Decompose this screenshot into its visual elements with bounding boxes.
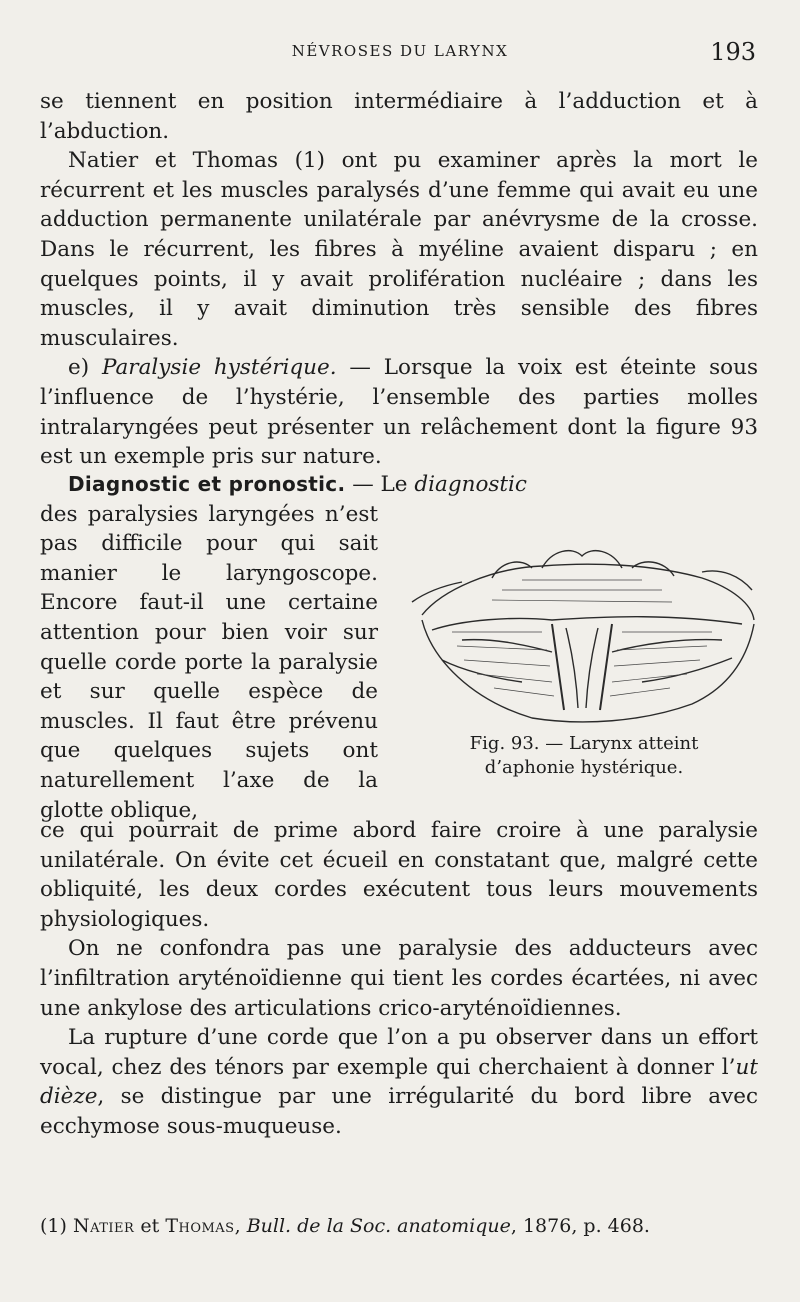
footnote [40,1212,758,1241]
section-term: diagnostic [414,472,527,497]
paragraph-confusion: On ne confondra pas une paralysie des adducteurs avec l’infiltration aryténoïdienne qui tient les cordes écartées, ni avec une ankylose des articulations crico-aryténoïdiennes. [40,936,758,1021]
body-text-top [40,87,758,472]
caption-line-1: Fig. 93. — Larynx atteint [469,733,699,754]
figure-caption [408,732,760,780]
section-paragraph: des paralysies laryngées n’est pas difficile pour qui sait manier le laryngoscope. Encore faut-il une certaine attention pour bien voir sur quelle corde porte la paralysie et sur quelle espèce de muscles. Il faut être prévenu que quelques sujets ont naturellement l’axe de la glotte oblique, [40,501,378,823]
body-text-beside-figure [40,470,758,500]
section-heading-line [40,470,758,500]
running-head [40,38,760,72]
rupture-text-a: La rupture d’une corde que l’on a pu observer dans un effort vocal, chez des ténors par exemple qui cherchaient à donner l’ [40,1025,758,1080]
paragraph-continuation: se tiennent en position intermédiaire à l’adduction et à l’abduction. [40,89,758,144]
section-heading: Diagnostic et pronostic. [68,472,346,496]
footnote-journal: Bull. de la Soc. anatomique [246,1215,511,1237]
item-title: Paralysie hystérique. [101,355,337,381]
paragraph-continuation-2: ce qui pourrait de prime abord faire croire à une paralysie unilatérale. On évite cet écueil en constatant que, malgré cette obliquité, les deux cordes exécutent tous leurs mouvements physiologiques. [40,818,758,932]
running-title: NÉVROSES DU LARYNX [291,42,509,60]
footnote-tail: , 1876, p. 468. [510,1215,650,1237]
body-text-bottom [40,816,758,1142]
footnote-author-1: Natier [72,1215,135,1237]
item-text: — Lorsque la voix est éteinte sous l’influence de l’hystérie, l’ensemble des parties molles intralaryngées peut présenter un relâchement dont la figure 93 est un exemple pris sur nature. [40,355,759,470]
rupture-text-b: , se distingue par une irrégularité du bord libre avec ecchymose sous-muqueuse. [40,1084,758,1139]
larynx-figure [402,520,762,730]
rupture-italic: ut dièze [40,1054,758,1110]
item-label: e) [68,355,90,381]
footnote-author-2: Thomas [165,1215,235,1237]
footnote-et: et [134,1215,166,1237]
body-text-narrow-column [40,500,378,826]
paragraph-natier-thomas: Natier et Thomas (1) ont pu examiner après la mort le récurrent et les muscles paralysés d’une femme qui avait eu une adduction permanente unilatérale par anévrysme de la crosse. Dans le récurrent, les fibres à myéline avaient disparu ; en quelques points, il y avait prolifération nucléaire ; dans les muscles, il y avait diminution très sensible des fibres musculaires. [40,148,758,351]
section-dash: — Le [345,472,415,497]
paragraph-hysteric-paralysis [40,353,758,471]
paragraph-rupture [40,1023,758,1141]
footnote-comma: , [234,1215,247,1237]
caption-line-2: d’aphonie hystérique. [484,757,684,778]
page-number: 193 [710,38,756,66]
footnote-marker: (1) [40,1215,73,1237]
